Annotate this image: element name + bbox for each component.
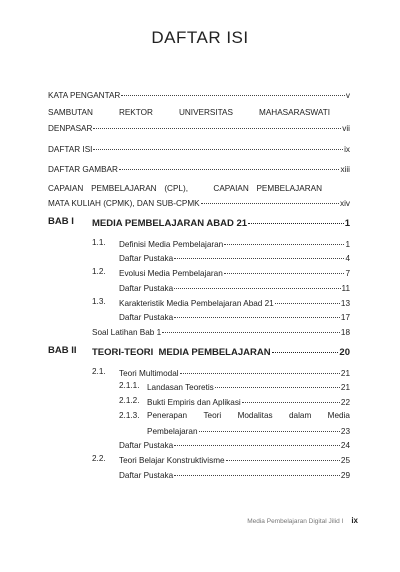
toc-entry-text: DAFTAR ISI [48, 145, 93, 154]
section-number: 2.2. [92, 454, 106, 463]
toc-chapter-bab2[interactable] [92, 345, 350, 358]
dot-leader [174, 436, 340, 446]
dot-leader [180, 364, 340, 374]
toc-chapter-bab1[interactable] [92, 216, 350, 229]
dot-leader [242, 393, 340, 403]
toc-entry-text: Teori Multimodal [119, 369, 179, 378]
dot-leader [174, 466, 340, 476]
toc-entry-sambutan-line1[interactable] [48, 107, 330, 118]
dot-leader [248, 214, 344, 224]
word: UNIVERSITAS [178, 108, 233, 117]
section-number: 2.1. [92, 367, 106, 376]
word: CAPAIAN [48, 184, 84, 193]
toc-entry-page: 17 [340, 313, 350, 322]
toc-entry-text: Karakteristik Media Pembelajaran Abad 21 [119, 299, 274, 308]
toc-entry-page: ix [344, 145, 350, 154]
toc-entry-text: Teori Belajar Konstruktivisme [119, 456, 225, 465]
dot-leader [272, 343, 339, 353]
chapter-label: BAB II [48, 345, 77, 356]
toc-entry-text: Evolusi Media Pembelajaran [119, 269, 223, 278]
dot-leader [174, 279, 340, 289]
toc-daftar-pustaka-1-2[interactable] [119, 281, 350, 294]
toc-entry-text: Daftar Pustaka [119, 471, 174, 480]
dot-leader [224, 235, 344, 245]
word: dalam [288, 411, 312, 420]
toc-entry-page: 11 [341, 284, 350, 293]
dot-leader [93, 119, 341, 129]
toc-entry-page: 21 [340, 369, 350, 378]
toc-entry-page: 23 [340, 427, 350, 436]
toc-entry-page: 20 [339, 347, 350, 358]
dot-leader [215, 378, 340, 388]
word: Modalitas [237, 411, 273, 420]
toc-daftar-pustaka-1-3[interactable] [119, 310, 350, 323]
dot-leader [119, 160, 340, 170]
toc-entry-page: 29 [340, 471, 350, 480]
dot-leader [162, 323, 340, 333]
word: PEMBELAJARAN [256, 184, 322, 193]
toc-section-2-2[interactable] [119, 453, 350, 466]
toc-entry-page: 7 [345, 269, 350, 278]
toc-entry-page: 1 [344, 218, 350, 229]
toc-entry-page: vii [342, 124, 350, 133]
toc-entry-text: Daftar Pustaka [119, 254, 174, 263]
toc-entry-text: DENPASAR [48, 124, 93, 133]
toc-subsection-2-1-1[interactable] [147, 380, 350, 393]
toc-entry-page: 1 [345, 240, 350, 249]
toc-entry-text: Pembelajaran [147, 427, 198, 436]
word: (CPL), [164, 184, 188, 193]
chapter-label: BAB I [48, 216, 74, 227]
word: Teori [203, 411, 222, 420]
toc-entry-capaian-line1[interactable] [48, 183, 322, 194]
toc-entry-kata-pengantar[interactable] [48, 88, 350, 101]
toc-entry-page: 13 [340, 299, 350, 308]
toc-subsection-2-1-2[interactable] [147, 395, 350, 408]
dot-leader [174, 308, 340, 318]
dot-leader [93, 140, 343, 150]
toc-entry-text: DAFTAR GAMBAR [48, 165, 118, 174]
toc-entry-page: 25 [340, 456, 350, 465]
dot-leader [224, 264, 345, 274]
toc-entry-text: Soal Latihan Bab 1 [92, 328, 162, 337]
word: MAHASARASWATI [259, 108, 330, 117]
toc-daftar-pustaka-1-1[interactable] [119, 251, 350, 264]
toc-daftar-pustaka-2-1[interactable] [119, 438, 350, 451]
toc-entry-page: 24 [340, 441, 350, 450]
toc-section-1-2[interactable] [119, 266, 350, 279]
word: CAPAIAN [213, 184, 249, 193]
toc-entry-text: Daftar Pustaka [119, 441, 174, 450]
word: Penerapan [147, 411, 188, 420]
word: SAMBUTAN [48, 108, 93, 117]
section-number: 1.1. [92, 238, 106, 247]
toc-entry-page: xiv [339, 199, 350, 208]
subsection-number: 2.1.1. [119, 381, 140, 390]
word: REKTOR [118, 108, 153, 117]
toc-entry-text: Definisi Media Pembelajaran [119, 240, 224, 249]
toc-entry-daftar-isi[interactable] [48, 142, 350, 155]
toc-entry-text: TEORI-TEORI MEDIA PEMBELAJARAN [92, 347, 271, 358]
toc-subsection-2-1-3-line1[interactable] [147, 410, 350, 421]
dot-leader [174, 249, 344, 259]
dot-leader [121, 86, 345, 96]
dot-leader [275, 294, 340, 304]
dot-leader [199, 422, 340, 432]
toc-entry-text: MATA KULIAH (CPMK), DAN SUB-CPMK [48, 199, 200, 208]
toc-entry-page: xiii [340, 165, 350, 174]
page-footer [0, 516, 358, 525]
toc-soal-latihan-bab1[interactable] [92, 325, 350, 338]
toc-entry-text: KATA PENGANTAR [48, 91, 121, 100]
toc-entry-page: 22 [340, 398, 350, 407]
subsection-number: 2.1.2. [119, 396, 140, 405]
word: PEMBELAJARAN [91, 184, 157, 193]
toc-entry-text: MEDIA PEMBELAJARAN ABAD 21 [92, 218, 248, 229]
toc-daftar-pustaka-2-2[interactable] [119, 468, 350, 481]
toc-entry-sambutan-line2[interactable] [48, 121, 350, 134]
toc-entry-page: 21 [340, 383, 350, 392]
toc-entry-capaian-line2[interactable] [48, 196, 350, 209]
dot-leader [201, 194, 339, 204]
word: Media [327, 411, 350, 420]
toc-entry-page: v [345, 91, 350, 100]
section-number: 1.3. [92, 297, 106, 306]
toc-entry-daftar-gambar[interactable] [48, 162, 350, 175]
toc-entry-text: Landasan Teoretis [147, 383, 214, 392]
toc-entry-text: Daftar Pustaka [119, 284, 174, 293]
toc-entry-page: 18 [340, 328, 350, 337]
toc-entry-text: Daftar Pustaka [119, 313, 174, 322]
dot-leader [226, 451, 340, 461]
section-number: 1.2. [92, 267, 106, 276]
page-title: DAFTAR ISI [151, 28, 249, 47]
footer-page-number: ix [351, 516, 358, 525]
subsection-number: 2.1.3. [119, 411, 140, 420]
footer-book-title: Media Pembelajaran Digital Jilid I [247, 518, 344, 525]
toc-entry-text: Bukti Empiris dan Aplikasi [147, 398, 241, 407]
toc-entry-page: 4 [345, 254, 350, 263]
